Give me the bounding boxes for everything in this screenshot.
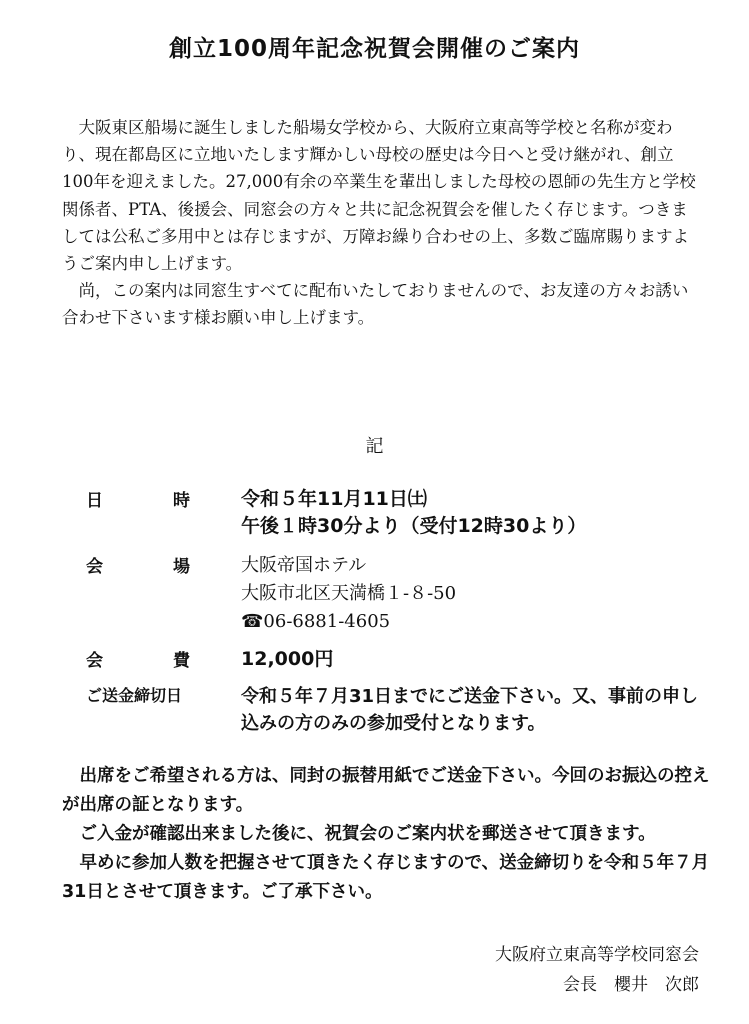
datetime-value <box>241 486 709 540</box>
fee-label-char: 会 <box>86 651 103 671</box>
signature-name: 櫻井 次郎 <box>614 975 699 995</box>
venue-label-char: 場 <box>173 557 190 577</box>
ki-heading: 記 <box>365 436 384 457</box>
notes-paragraph: 早めに参加人数を把握させて頂きたく存じますので、送金締切りを令和５年７月31日とさせて頂きます。ご了承下さい。 <box>62 853 710 902</box>
document-title: 創立100周年記念祝賀会開催のご案内 <box>168 36 580 62</box>
notes-section <box>62 762 712 907</box>
signature-person <box>495 970 699 1000</box>
fee-value: 12,000円 <box>241 648 334 670</box>
venue-value <box>241 552 709 636</box>
venue-label <box>86 552 190 577</box>
notes-paragraph: ご入金が確認出来ました後に、祝賀会のご案内状を郵送させて頂きます。 <box>79 824 656 844</box>
signature-title: 会長 <box>563 975 597 995</box>
deadline-label: ご送金締切日 <box>86 686 183 705</box>
event-time: 午後１時30分より（受付12時30より） <box>241 515 587 537</box>
deadline-value: 令和５年７月31日までにご送金下さい。又、事前の申し込みの方のみの参加受付となります。 <box>241 686 699 734</box>
intro-section <box>62 114 702 332</box>
venue-label-char: 会 <box>86 557 103 577</box>
event-date: 令和５年11月11日㈯ <box>241 488 427 510</box>
signature-org: 大阪府立東高等学校同窓会 <box>495 945 699 965</box>
venue-phone: ☎06-6881-4605 <box>241 611 391 632</box>
datetime-label <box>86 486 190 511</box>
notes-paragraph: 出席をご希望される方は、同封の振替用紙でご送金下さい。今回のお振込の控えが出席の証となります。 <box>62 766 710 815</box>
intro-paragraph: 尚，この案内は同窓生すべてに配布いたしておりませんので、お友達の方々お誘い合わせ下さいます様お願い申し上げます。 <box>62 281 689 328</box>
fee-label <box>86 646 190 671</box>
datetime-label-char: 時 <box>173 491 190 511</box>
venue-name: 大阪帝国ホテル <box>241 555 367 576</box>
intro-paragraph: 大阪東区船場に誕生しました船場女学校から、大阪府立東高等学校と名称が変わり、現在都島区に立地いたします輝かしい母校の歴史は今日へと受け継がれ、創立100年を迎えました。27,000有余の卒業生を輩出しました母校の恩師の先生方と学校関係者、PTA、後援会、同窓会の方々と共に記念祝賀会を催したく存じます。つきましては公私ご多用中とは存じますが、万障お繰り合わせの上、多数ご臨席賜りますようご案内申し上げます。 <box>62 118 696 274</box>
datetime-label-char: 日 <box>86 491 103 511</box>
signature-block <box>495 940 699 1000</box>
venue-address: 大阪市北区天満橋１-８-50 <box>241 583 457 604</box>
fee-label-char: 費 <box>173 651 190 671</box>
